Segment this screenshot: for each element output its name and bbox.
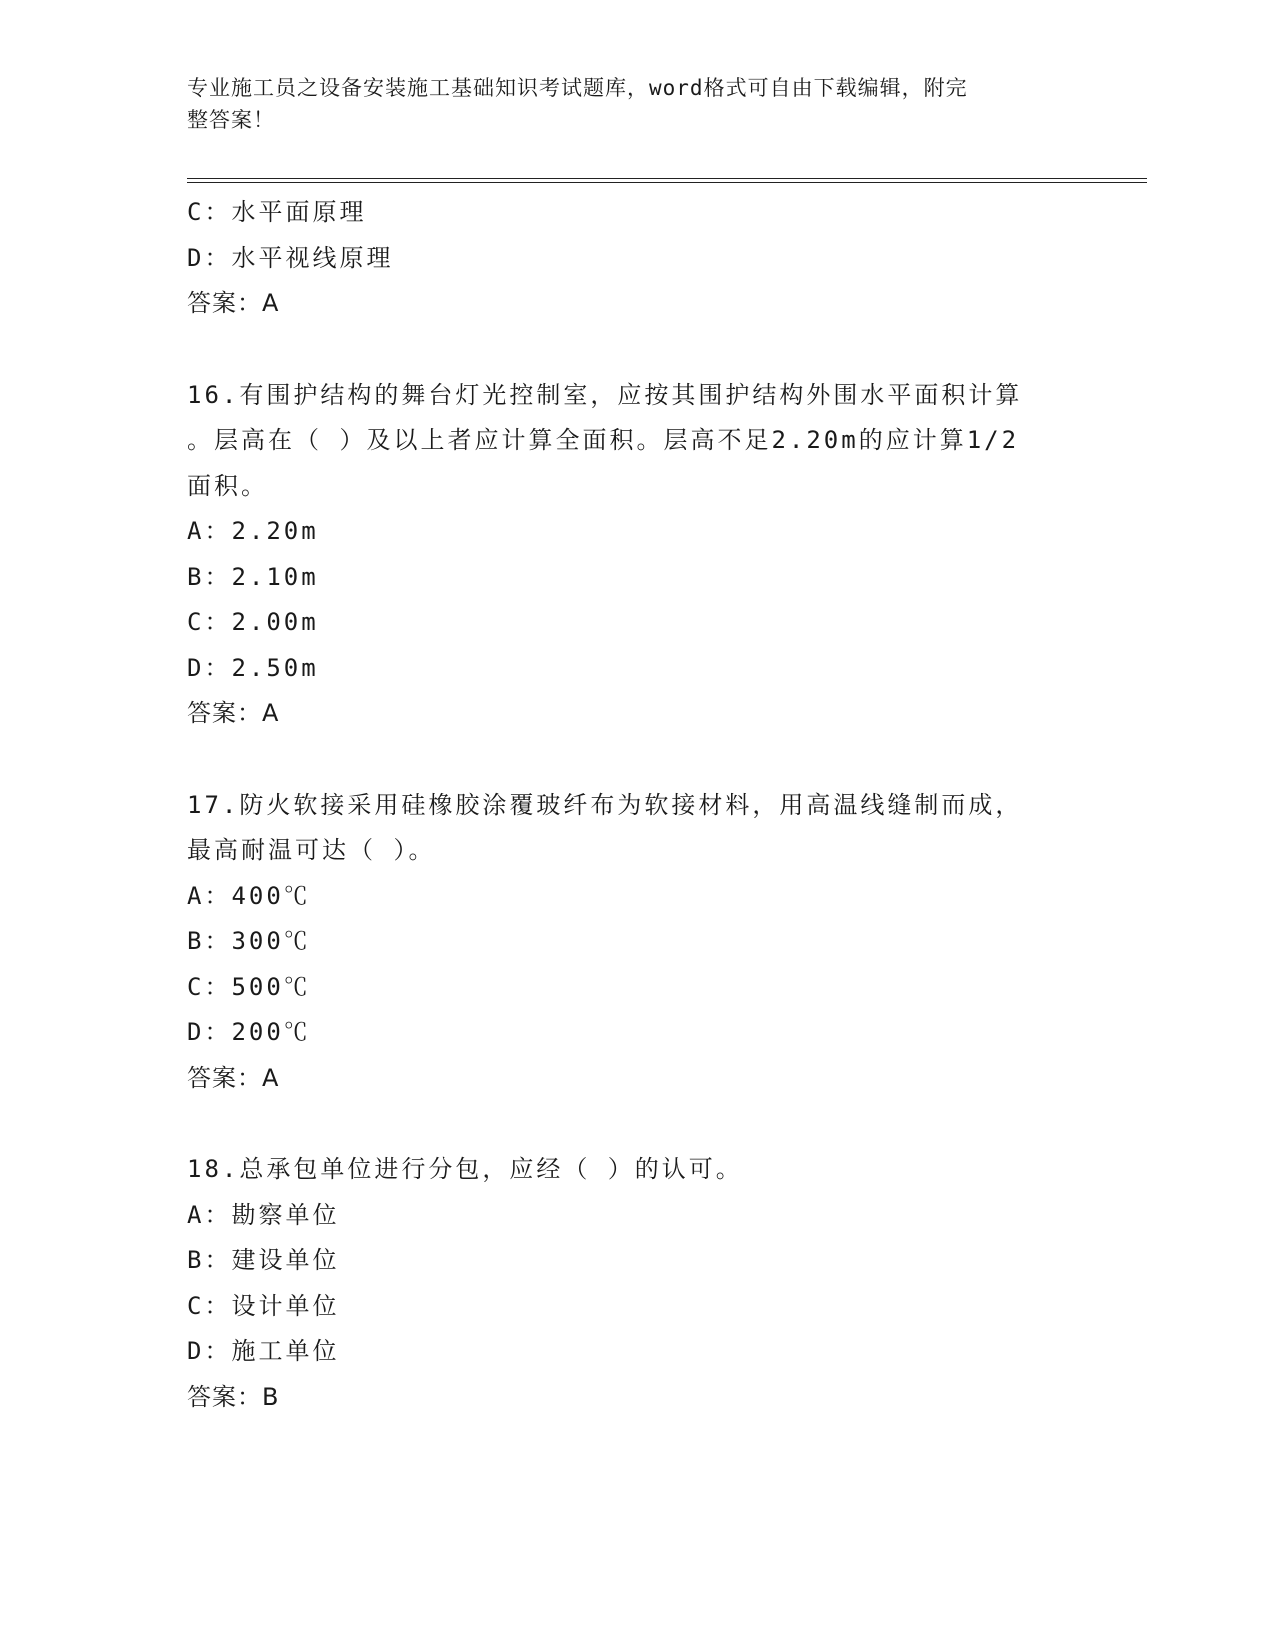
document-header — [187, 72, 1067, 136]
header-line-2: 整答案！ — [187, 108, 275, 132]
option-d: D：水平视线原理 — [187, 243, 394, 272]
question-stem — [187, 1147, 1087, 1193]
option-a: A：400℃ — [187, 881, 311, 910]
question-stem — [187, 783, 1087, 874]
question-block-18 — [187, 1147, 1087, 1420]
stem-line: 16.有围护结构的舞台灯光控制室，应按其围护结构外围水平面积计算 — [187, 380, 1023, 409]
question-block-17 — [187, 783, 1087, 1102]
option-c: C：500℃ — [187, 972, 311, 1001]
option-c: C：设计单位 — [187, 1291, 340, 1320]
stem-line: 18.总承包单位进行分包，应经（ ）的认可。 — [187, 1155, 743, 1183]
answer: 答案：A — [187, 1063, 280, 1092]
answer: 答案：A — [187, 289, 280, 317]
stem-line: 面积。 — [187, 471, 268, 500]
option-d: D：2.50m — [187, 653, 319, 682]
option-b: B：300℃ — [187, 927, 311, 955]
spacer — [187, 1101, 1087, 1147]
option-a: A：勘察单位 — [187, 1200, 340, 1229]
option-a: A：2.20m — [187, 517, 319, 545]
option-d: D：施工单位 — [187, 1337, 340, 1365]
option-c: C：2.00m — [187, 608, 319, 636]
question-block-16 — [187, 373, 1087, 737]
prev-question-block — [187, 190, 1087, 327]
question-list — [187, 190, 1087, 1420]
spacer — [187, 737, 1087, 783]
option-b: B：建设单位 — [187, 1246, 340, 1274]
option-b: B：2.10m — [187, 562, 319, 591]
stem-line: 最高耐温可达（ ）。 — [187, 836, 436, 864]
question-stem — [187, 373, 1087, 510]
header-rule-top — [187, 178, 1147, 179]
answer: 答案：B — [187, 1382, 280, 1411]
spacer — [187, 327, 1087, 373]
header-rule-bottom — [187, 182, 1147, 183]
header-line-1: 专业施工员之设备安装施工基础知识考试题库，word格式可自由下载编辑，附完 — [187, 76, 968, 100]
stem-line: 。层高在（ ）及以上者应计算全面积。层高不足2.20m的应计算1/2 — [187, 426, 1020, 454]
stem-line: 17.防火软接采用硅橡胶涂覆玻纤布为软接材料，用高温线缝制而成， — [187, 790, 1023, 819]
option-d: D：200℃ — [187, 1018, 311, 1046]
answer: 答案：A — [187, 699, 280, 727]
option-c: C：水平面原理 — [187, 198, 367, 226]
